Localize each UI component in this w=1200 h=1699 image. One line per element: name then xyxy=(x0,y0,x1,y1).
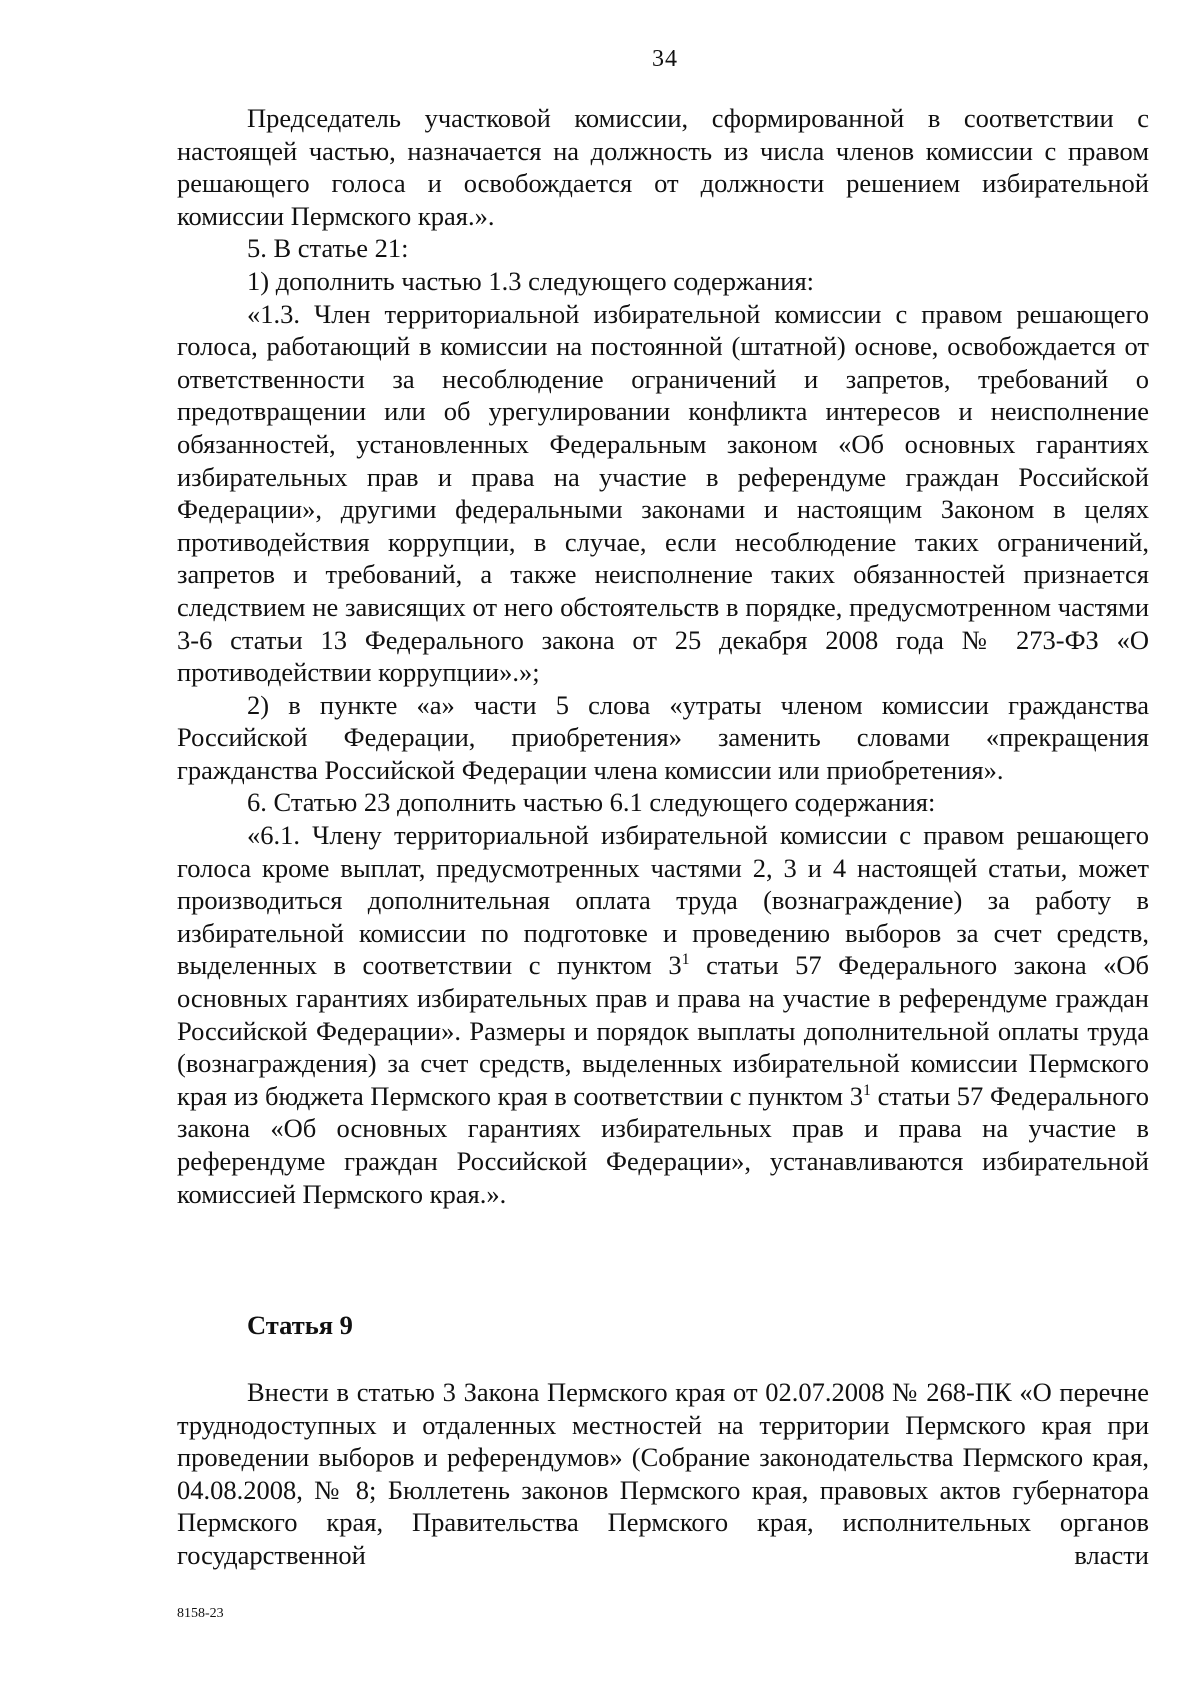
article-heading: Статья 9 xyxy=(247,1310,353,1340)
page-number: 34 xyxy=(652,46,678,72)
article-9-body xyxy=(177,1376,1149,1572)
paragraph-chairman: Председатель участковой комиссии, сформированной в соответствии с настоящей частью, назначается на должность из числа членов комиссии с правом решающего голоса и освобождается от должности решением избирательной комиссии Пермского края.». xyxy=(177,103,1149,231)
paragraph-item-6: 6. Статью 23 дополнить частью 6.1 следующего содержания: xyxy=(247,787,936,818)
paragraph-article-9: Внести в статью 3 Закона Пермского края от 02.07.2008 № 268-ПК «О перечне труднодоступных и отдаленных местностей на территории Пермского края при проведении выборов и референдумов» (Собрание законодательства Пермского края, 04.08.2008, № 8; Бюллетень законов Пермского края, правовых актов губернатора Пермского края, Правительства Пермского края, исполнительных органов государственной власти xyxy=(177,1377,1149,1570)
paragraph-item-5-1: 1) дополнить частью 1.3 следующего содержания: xyxy=(247,265,814,296)
paragraph-part-6-1 xyxy=(177,819,1149,1210)
superscript-2: 1 xyxy=(862,1081,871,1099)
part-6-1-text-a: «6.1. Члену территориальной избирательной комиссии с правом решающего голоса кроме выплат, предусмотренных частями 2, 3 и 4 настоящей статьи, может производиться дополнительная оплата труда (вознаграждение) за работу в избирательной комиссии по подготовке и проведению выборов за счет средств, выделенных в соответствии с пунктом 3 xyxy=(177,820,1149,981)
part-6-1-text-b: статьи 57 Федерального закона «Об основных гарантиях избирательных прав и права на участие в референдуме граждан Российской Федерации». Размеры и порядок выплаты дополнительной оплаты труда (вознаграждения) за счет средств, выделенных избирательной комиссии Пермского края из бюджета Пермского края в соответствии с пунктом 3 xyxy=(177,950,1149,1111)
part-6-1-text-c: статьи 57 Федерального закона «Об основных гарантиях избирательных прав и права на участие в референдуме граждан Российской Федерации», устанавливаются избирательной комиссией Пермского края.». xyxy=(177,1080,1149,1209)
paragraph-item-5-2: 2) в пункте «а» части 5 слова «утраты членом комиссии гражданства Российской Федерации, приобретения» заменить словами «прекращения гражданства Российской Федерации члена комиссии или приобретения». xyxy=(177,689,1149,785)
document-body xyxy=(177,102,1149,1210)
paragraph-item-5: 5. В статье 21: xyxy=(247,233,409,264)
paragraph-part-1-3: «1.3. Член территориальной избирательной комиссии с правом решающего голоса, работающий в комиссии на постоянной (штатной) основе, освобождается от ответственности за несоблюдение ограничений и запретов, требований о предотвращении или об урегулировании конфликта интересов и неисполнение обязанностей, установленных Федеральным законом «Об основных гарантиях избирательных прав и права на участие в референдуме граждан Российской Федерации», другими федеральными законами и настоящим Законом в целях противодействия коррупции, в случае, если несоблюдение таких ограничений, запретов и требований, а также неисполнение таких обязанностей признается следствием не зависящих от него обстоятельств в порядке, предусмотренном частями 3-6 статьи 13 Федерального закона от 25 декабря 2008 года № 273-ФЗ «О противодействии коррупции».»; xyxy=(177,298,1149,688)
superscript-1: 1 xyxy=(681,951,690,969)
footer-document-code: 8158-23 xyxy=(177,1606,224,1621)
